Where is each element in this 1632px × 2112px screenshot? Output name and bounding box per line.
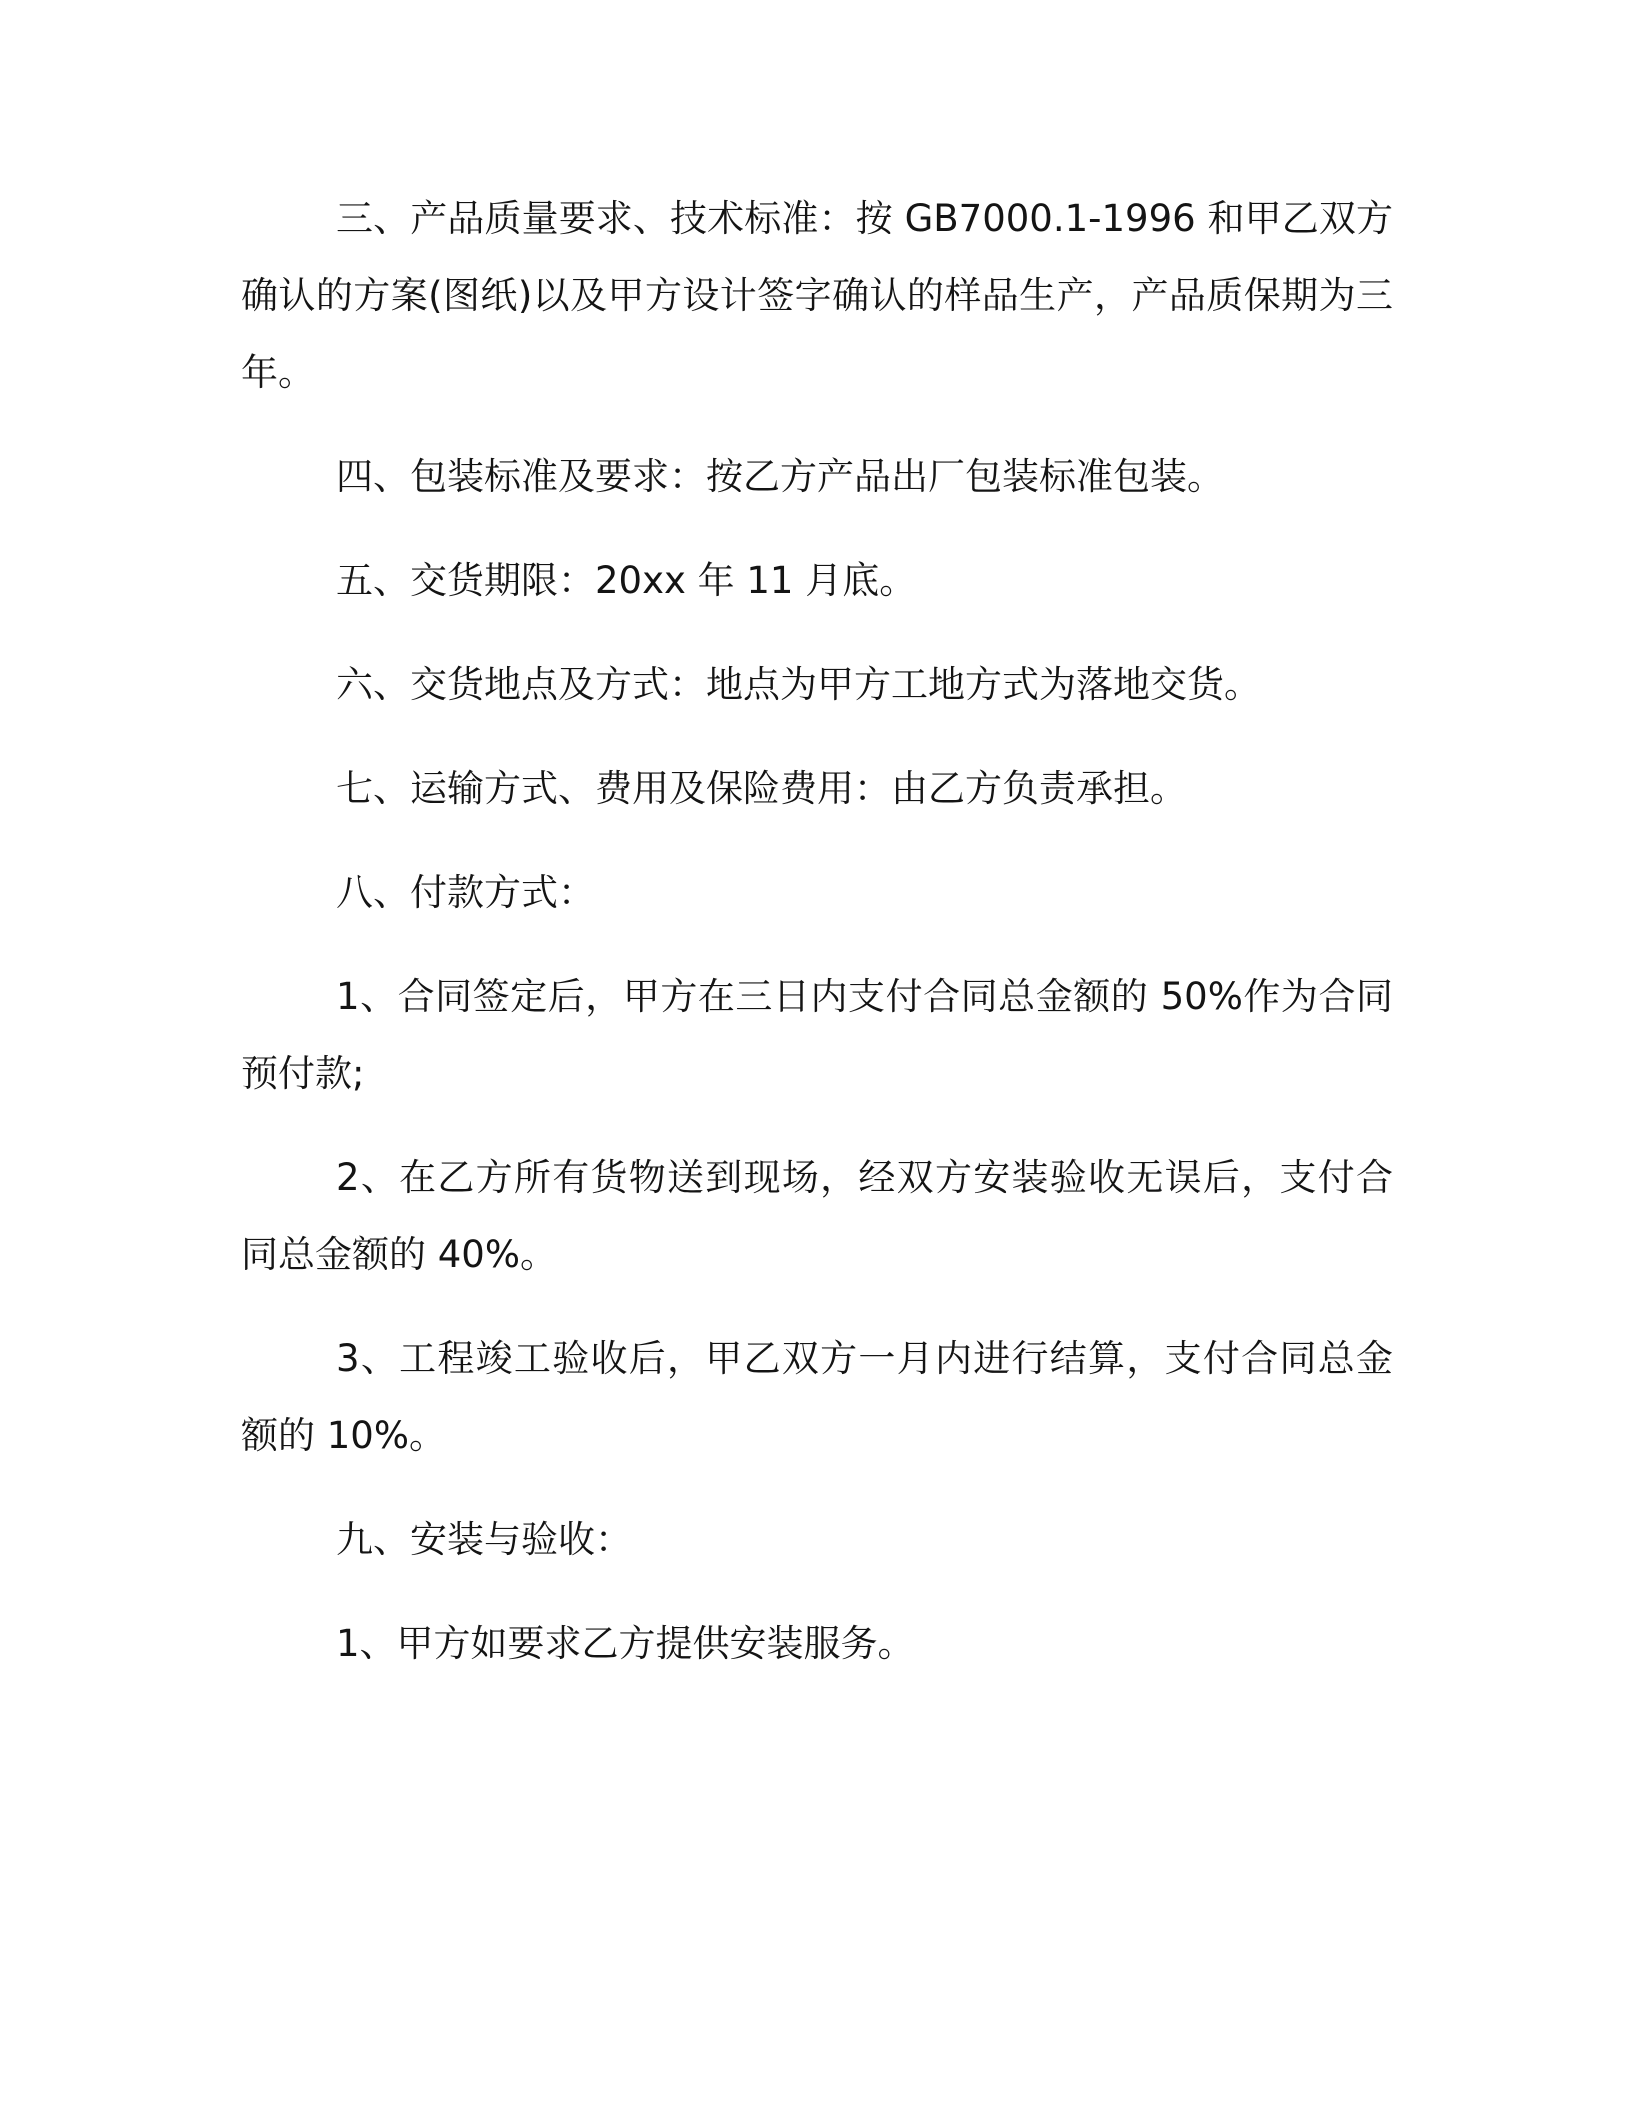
clause-delivery-deadline: 五、交货期限：20xx 年 11 月底。 [336, 559, 917, 602]
payment-item-2: 2、在乙方所有货物送到现场，经双方安装验收无误后，支付合同总金额的 40%。 [241, 1156, 1393, 1276]
payment-item-3: 3、工程竣工验收后，甲乙双方一月内进行结算，支付合同总金额的 10%。 [241, 1337, 1393, 1457]
clause-transport-costs: 七、运输方式、费用及保险费用：由乙方负责承担。 [336, 767, 1187, 810]
clause-installation-heading: 九、安装与验收： [336, 1518, 632, 1561]
installation-item-1: 1、甲方如要求乙方提供安装服务。 [336, 1622, 915, 1665]
clause-packaging: 四、包装标准及要求：按乙方产品出厂包装标准包装。 [336, 455, 1224, 498]
clause-quality-standards: 三、产品质量要求、技术标准：按 GB7000.1-1996 和甲乙双方确认的方案(图纸)以及甲方设计签字确认的样品生产，产品质保期为三年。 [241, 197, 1393, 394]
payment-item-1: 1、合同签定后，甲方在三日内支付合同总金额的 50%作为合同预付款; [241, 975, 1393, 1095]
clause-payment-heading: 八、付款方式： [336, 871, 595, 914]
document-body [241, 180, 1393, 1709]
clause-delivery-location: 六、交货地点及方式：地点为甲方工地方式为落地交货。 [336, 663, 1261, 706]
